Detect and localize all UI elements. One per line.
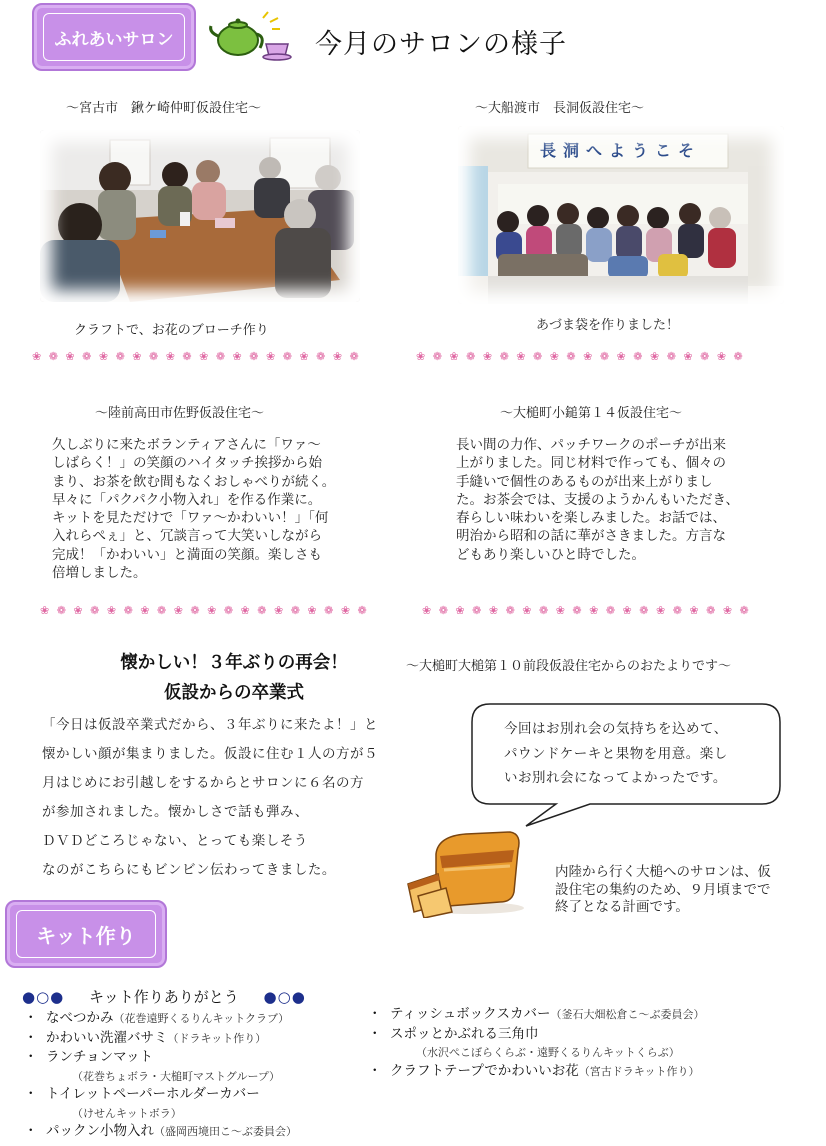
reunion-line: 懐かしい顔が集まりました。仮設に住む１人の方が５ (42, 746, 378, 762)
bullet: ・ (24, 1123, 38, 1139)
report-line: 完成！「かわいい」と満面の笑顔。楽しさも (52, 546, 322, 563)
report-line: 手縫いで個性のあるものが出来上がりまし (456, 473, 713, 490)
report-line: まり、お茶を飲む間もなくおしゃべりが続く。 (52, 473, 336, 490)
kit-section-tag (5, 900, 167, 968)
reunion-body (42, 711, 442, 885)
kit-item (368, 1005, 705, 1025)
kit-item (24, 1048, 297, 1068)
report-line: 明治から昭和の話に華がさきました。方言な (456, 528, 726, 545)
kit-item-name: トイレットペーパーホルダーカバー (46, 1086, 260, 1102)
flower-divider: ❀ ❁ ❀ ❁ ❀ ❁ ❀ ❁ ❀ ❁ ❀ ❁ ❀ ❁ ❀ ❁ ❀ ❁ ❀ ❁ (416, 350, 745, 363)
kit-item (24, 1122, 297, 1142)
reunion-heading-line: 懐かしい！３年ぶりの再会！ (120, 653, 348, 673)
location-otsuchi-kozuchi: ～大槌町小鎚第１４仮設住宅～ (500, 406, 683, 421)
bullet: ・ (368, 1006, 382, 1022)
kit-item (368, 1062, 705, 1082)
kit-item-org: （釜石大畑松倉こ～ぶ委員会） (550, 1008, 705, 1021)
photo-ofunato-bags (458, 126, 784, 304)
pound-cake-icon (400, 826, 526, 918)
flower-divider: ❀ ❁ ❀ ❁ ❀ ❁ ❀ ❁ ❀ ❁ ❀ ❁ ❀ ❁ ❀ ❁ ❀ ❁ ❀ ❁ (422, 604, 751, 617)
kit-heading-marks: ●○● (263, 988, 306, 1006)
kit-item-org: （花巻ちょボラ・大槌町マストグループ） (72, 1069, 281, 1083)
bubble-line: 今回はお別れ会の気持ちを込めて、 (504, 721, 728, 737)
kit-item-org: （花巻遠野くるりんキットクラブ） (113, 1012, 290, 1025)
report-otsuchi-kozuchi (456, 436, 776, 564)
kit-item (24, 1029, 297, 1049)
kit-section-tag-label: キット作り (16, 910, 156, 958)
kit-list-left (24, 1009, 297, 1142)
reunion-line: 「今日は仮設卒業式だから、３年ぶりに来たよ！」と (42, 717, 378, 733)
reunion-line: なのがこちらにもビンビン伝わってきました。 (42, 862, 336, 878)
salon-closure-note (555, 864, 810, 917)
salon-section-tag-label: ふれあいサロン (43, 13, 185, 61)
report-line: どもあり楽しいひと時でした。 (456, 546, 645, 563)
note-line: 内陸から行く大槌へのサロンは、仮 (555, 864, 771, 880)
bullet: ・ (24, 1086, 38, 1102)
kit-item-name: ティッシュボックスカバー (390, 1006, 551, 1022)
kit-item-name: ランチョンマット (46, 1049, 154, 1065)
caption-ofunato: あづま袋を作りました！ (536, 318, 680, 333)
report-line: た。お茶会では、支援のようかんもいただき、 (456, 491, 739, 508)
kit-item-name: かわいい洗濯バサミ (46, 1029, 168, 1046)
flower-divider: ❀ ❁ ❀ ❁ ❀ ❁ ❀ ❁ ❀ ❁ ❀ ❁ ❀ ❁ ❀ ❁ ❀ ❁ ❀ ❁ (40, 604, 369, 617)
kit-item-name: パックン小物入れ (46, 1123, 154, 1139)
kit-list-right (368, 1005, 705, 1081)
flower-divider: ❀ ❁ ❀ ❁ ❀ ❁ ❀ ❁ ❀ ❁ ❀ ❁ ❀ ❁ ❀ ❁ ❀ ❁ ❀ ❁ (32, 350, 361, 363)
note-line: 設住宅の集約のため、９月頃までで (555, 881, 771, 898)
reunion-line: ＤＶＤどころじゃない、とっても楽しそう (42, 833, 308, 849)
bullet: ・ (24, 1029, 38, 1046)
reunion-line: が参加されました。懐かしさで話も弾み、 (42, 804, 309, 820)
kit-item-org: （水沢ぺこぼらくらぶ・遠野くるりんキットくらぶ） (416, 1046, 680, 1059)
location-miyako: ～宮古市 鍬ケ崎仲町仮設住宅～ (66, 101, 262, 116)
report-line: 久しぶりに来たボランティアさんに「ワァ～ (52, 437, 321, 453)
location-rikuzentakata: ～陸前高田市佐野仮設住宅～ (95, 406, 265, 421)
bullet: ・ (368, 1025, 382, 1042)
kit-item-name: なべつかみ (46, 1010, 114, 1026)
kit-item (24, 1009, 297, 1029)
kit-item-org: （盛岡西境田こ～ぶ委員会） (154, 1125, 297, 1138)
report-line: 長い間の力作、パッチワークのポーチが出来 (456, 437, 726, 453)
report-line: しばらく！」の笑顔のハイタッチ挨拶から始 (52, 455, 322, 472)
kit-item (24, 1085, 297, 1105)
bullet: ・ (24, 1049, 38, 1065)
report-line: 入れらぺぇ」と、冗談言って大笑いしながら (52, 528, 322, 545)
report-line: 春らしい味わいを楽しみました。お話では、 (456, 510, 726, 527)
reunion-heading (84, 648, 384, 708)
kit-item-org: （宮古ドラキット作り） (578, 1064, 700, 1078)
report-line: 早々に「パクパク小物入れ」を作る作業に。 (52, 491, 322, 508)
caption-miyako: クラフトで、お花のブローチ作り (74, 323, 269, 338)
reunion-line: 月はじめにお引越しをするからとサロンに６名の方 (42, 775, 364, 791)
report-line: 倍増しました。 (52, 565, 147, 582)
speech-bubble-text (504, 717, 774, 791)
kit-item-org: （けせんキットボラ） (72, 1106, 182, 1120)
bullet: ・ (24, 1010, 38, 1026)
kit-item-name: スポッとかぶれる三角巾 (390, 1025, 539, 1042)
page-title: 今月のサロンの様子 (315, 29, 567, 60)
bubble-line: いお別れ会になってよかったです。 (504, 770, 727, 786)
salon-section-tag (32, 3, 196, 71)
kit-heading-marks: ●○● (22, 988, 65, 1006)
report-rikuzentakata (52, 436, 382, 582)
report-line: キットを見ただけで「ワァ～かわいい！」「何 (52, 510, 329, 527)
kit-item (368, 1025, 705, 1045)
location-ofunato: ～大船渡市 長洞仮設住宅～ (475, 101, 645, 116)
photo-miyako-craft (40, 130, 360, 302)
photo-vignette (458, 126, 784, 304)
reunion-source: ～大槌町大槌第１０前段仮設住宅からのおたよりです～ (406, 659, 732, 674)
kit-heading (22, 986, 306, 1007)
photo-vignette (40, 130, 360, 302)
bullet: ・ (368, 1062, 382, 1079)
teapot-icon (208, 10, 300, 62)
kit-item-org: （ドラキット作り） (167, 1031, 267, 1045)
welcome-banner-text: 長洞へようこそ (540, 141, 702, 160)
kit-heading-text: キット作りありがとう (89, 988, 239, 1006)
reunion-heading-line: 仮設からの卒業式 (164, 683, 304, 703)
report-line: 上がりました。同じ材料で作っても、個々の (456, 455, 726, 472)
bubble-line: パウンドケーキと果物を用意。楽し (504, 745, 728, 762)
note-line: 終了となる計画です。 (555, 899, 689, 915)
kit-item-name: クラフトテープでかわいいお花 (390, 1062, 579, 1079)
